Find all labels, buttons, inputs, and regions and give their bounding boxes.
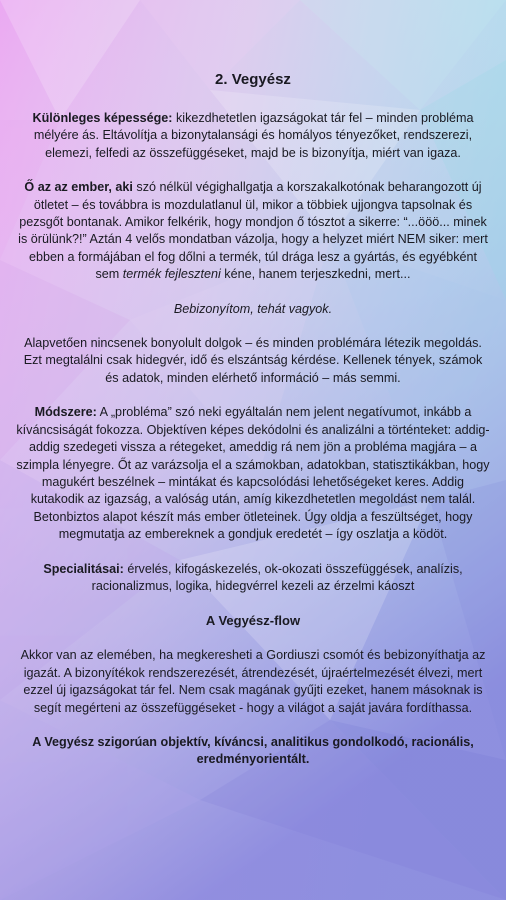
page-title: 2. Vegyész xyxy=(215,71,291,88)
method-text: A „probléma” szó neki egyáltalán nem jelent negatívumot, inkább a kíváncsiságát fokozza. Objektíven képes dekódolni és analizálni a történteket: addig-addig szedegeti vissza a rétegeket, ameddig rá nem jön a probléma magjára – a szimpla lényegre. Őt az varázsolja el a számokban, adatokban, statisztikákban, hogy magukért beszélnek – mintákat és kapcsolódási lehetőségeket keres. Addig kutakodik az igazság, a valóság után, amíg kikezdhetetlen megoldást nem talál. Betonbiztos alapot készít más ember ötleteinek. Úgy oldja a feszültséget, hogy megmutatja az embereknek a gondjuk eredetét – így oszlatja a ködöt. xyxy=(16,405,490,542)
method-paragraph xyxy=(16,404,490,543)
motto: Bebizonyítom, tehát vagyok. xyxy=(173,301,333,316)
special-ability-text: kikezdhetetlen igazságokat tár fel – minden probléma mélyére ás. Eltávolítja a bizonytalansági és homályos tényezőket, rendszerezi, elemezi, felfedi az összefüggéseket, majd be is bizonyítja, miért van igaza. xyxy=(33,111,474,160)
method-label: Módszere: xyxy=(34,405,97,420)
specialties-label: Specialitásai: xyxy=(43,561,124,576)
special-ability-paragraph xyxy=(16,110,490,162)
specialties-text: érvelés, kifogáskezelés, ok-okozati összefüggések, analízis, racionalizmus, logika, hidegvérrel kezeli az érzelmi káoszt xyxy=(91,561,463,593)
text-content xyxy=(16,70,490,786)
basics-paragraph: Alapvetően nincsenek bonyolult dolgok – és minden problémára létezik megoldás. Ezt megtalálni csak hidegvér, idő és elszántság kérdése. Kellenek tények, számok és adatok, minden elérhető információ – más semmi. xyxy=(23,336,483,385)
specialties-paragraph xyxy=(16,561,490,596)
flow-heading: A Vegyész-flow xyxy=(205,613,301,629)
special-ability-label: Különleges képessége: xyxy=(32,111,173,125)
person-description-italic: termék fejleszteni xyxy=(122,267,221,282)
person-description-paragraph xyxy=(16,179,490,283)
person-description-text-a: szó nélkül végighallgatja a korszakalkotónak beharangozott új ötletet – és továbbra is mozdulatlanul ül, mikor a többiek ujjongva tapsolnak és pezsgőt bontanak. Amikor felkérik, hogy mondjon ő tósztot a sikerre: “...ööö... minek is örülünk?!” Aztán 4 velős mondatban vázolja, hogy a helyzet miért NEM siker: mert ebben a formájában el fog dőlni a termék, túl drága lesz a gyártás, és egyébként sem xyxy=(18,180,488,282)
closing-statement: A Vegyész szigorúan objektív, kíváncsi, analitikus gondolkodó, racionális, eredményorientált. xyxy=(32,734,474,767)
flow-paragraph: Akkor van az elemében, ha megkeresheti a Gordiuszi csomót és bebizonyíthatja az igazát. A bizonyítékok rendszerezését, átrendezését, újraértelmezését élvezi, mert ezzel új igazságokat tár fel. Nem csak magának gyűjti ezeket, hanem másoknak is segít megérteni az összefüggéseket - hogy a világot a saját javára fordíthassa. xyxy=(20,648,486,715)
person-description-text-b: kéne, hanem terjeszkedni, mert... xyxy=(220,267,411,282)
person-description-label: Ő az az ember, aki xyxy=(24,180,133,195)
